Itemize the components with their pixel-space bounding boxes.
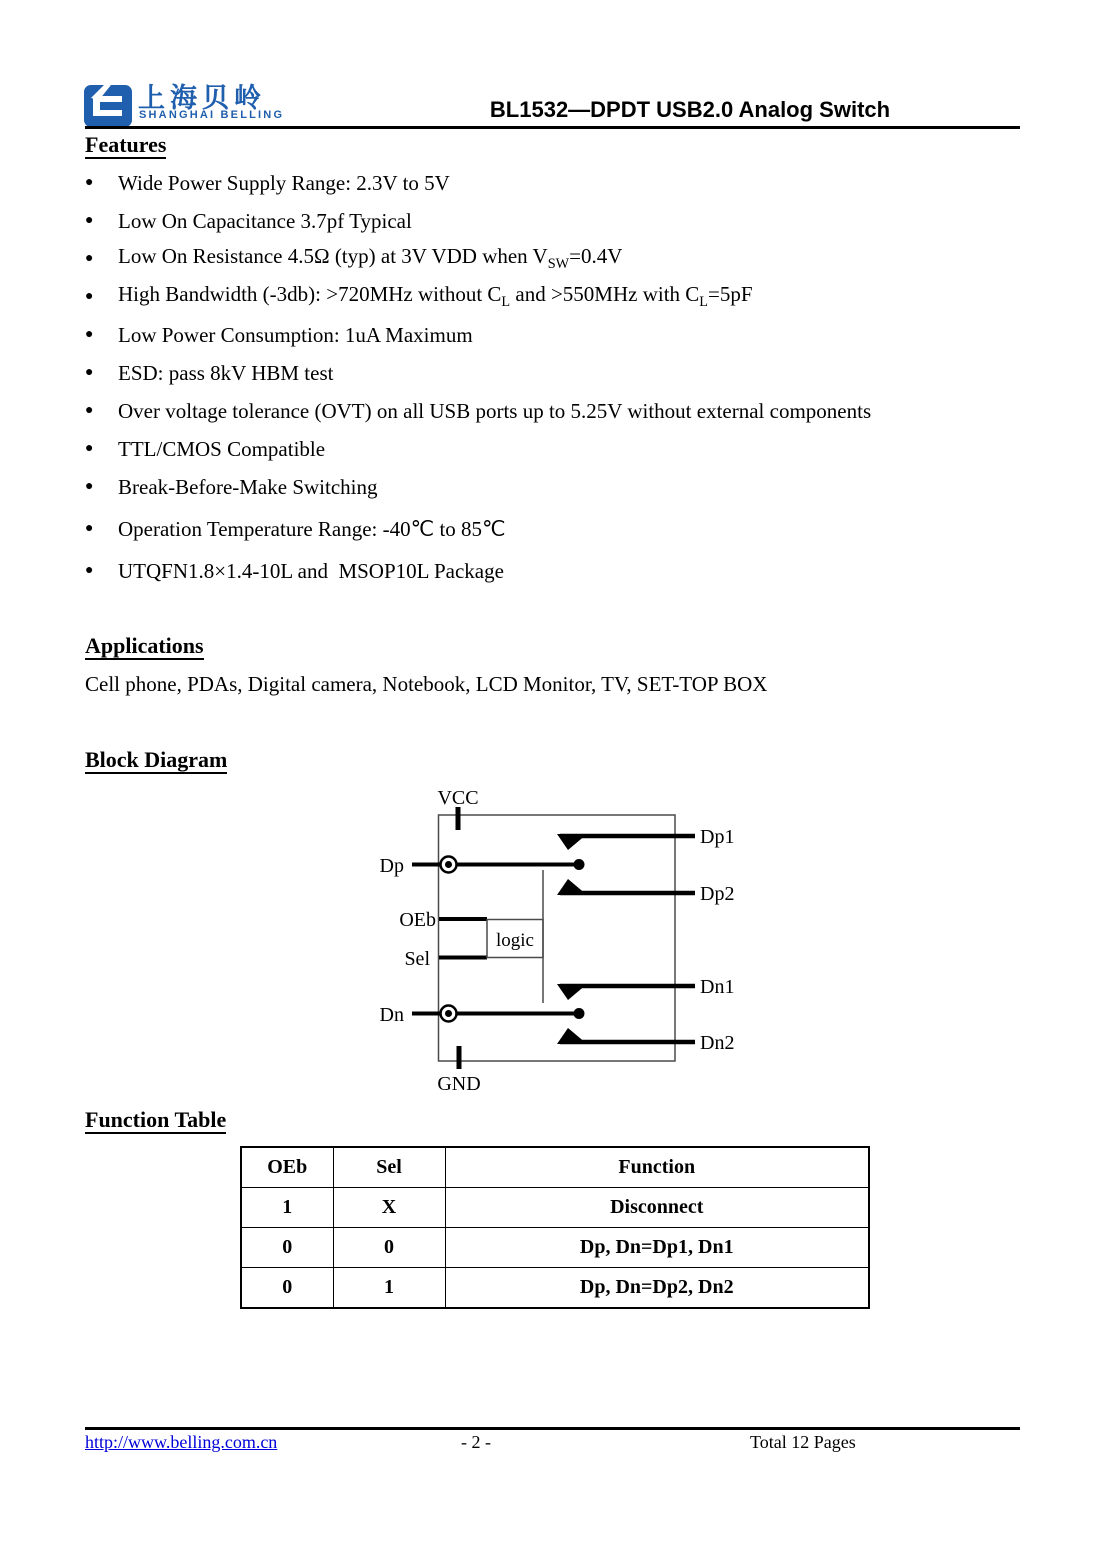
company-name-chinese: 上海贝岭 (138, 83, 266, 113)
feature-text: High Bandwidth (-3db): >720MHz without $C_L$ and >550MHz with $C_L=5pF$ (118, 282, 753, 311)
sel-label: Sel (404, 948, 430, 970)
website-link[interactable]: http://www.belling.com.cn (85, 1432, 278, 1452)
features-list (85, 164, 871, 590)
feature-item (85, 240, 871, 278)
dn2-label: Dn2 (700, 1032, 735, 1054)
chip-outline (439, 815, 676, 1061)
feature-text: Break-Before-Make Switching (118, 474, 378, 499)
feature-text: TTL/CMOS Compatible (118, 436, 326, 461)
table-cell: X (333, 1188, 445, 1228)
bullet-icon: ● (85, 289, 94, 304)
feature-text: Wide Power Supply Range: 2.3V to 5V (118, 170, 450, 195)
function-table-heading: Function Table (85, 1107, 227, 1132)
dp-terminal-dot (445, 861, 452, 868)
feature-item (85, 202, 871, 240)
column-header: Sel (333, 1147, 445, 1188)
gnd-label: GND (437, 1073, 481, 1095)
dp2-label: Dp2 (700, 883, 735, 905)
bullet-icon: ● (85, 403, 94, 418)
feature-text: Over voltage tolerance (OVT) on all USB ports up to 5.25V without external components (118, 398, 872, 423)
header-divider (85, 126, 1020, 129)
function-table-body (241, 1188, 869, 1309)
dn-label: Dn (379, 1004, 404, 1026)
vcc-label: VCC (437, 787, 479, 809)
feature-item (85, 354, 871, 392)
block-diagram-figure (370, 780, 750, 1100)
company-name-english: SHANGHAI BELLING (139, 109, 285, 121)
footer-divider (85, 1427, 1020, 1430)
bullet-icon: ● (85, 441, 94, 456)
feature-item (85, 278, 871, 316)
table-cell: 1 (241, 1188, 333, 1228)
features-heading: Features (85, 132, 167, 157)
belling-logo-icon (84, 85, 132, 127)
feature-item (85, 552, 871, 590)
table-cell: 0 (241, 1228, 333, 1268)
table-cell: Dp, Dn=Dp1, Dn1 (445, 1228, 869, 1268)
oeb-label: OEb (399, 909, 436, 931)
logic-label: logic (496, 930, 534, 951)
page-number: - 2 - (461, 1432, 491, 1452)
bullet-icon: ● (85, 563, 94, 578)
feature-text: Low On Capacitance 3.7pf Typical (118, 208, 412, 233)
bullet-icon: ● (85, 365, 94, 380)
applications-heading: Applications (85, 633, 204, 658)
table-cell: 0 (241, 1268, 333, 1309)
feature-text: Low On Resistance 4.5Ω (typ) at 3V VDD when $V_{SW}=0.4V$ (118, 244, 623, 273)
feature-item (85, 430, 871, 468)
feature-text: Low Power Consumption: 1uA Maximum (118, 322, 473, 347)
feature-item (85, 510, 871, 548)
document-title: BL1532—DPDT USB2.0 Analog Switch (489, 97, 891, 122)
bullet-icon: ● (85, 251, 94, 266)
table-row (241, 1268, 869, 1309)
dp1-label: Dp1 (700, 826, 735, 848)
feature-item (85, 316, 871, 354)
logo-square (84, 85, 132, 127)
column-header: Function (445, 1147, 869, 1188)
table-cell: 0 (333, 1228, 445, 1268)
function-table-header-row (241, 1147, 869, 1188)
table-cell: Dp, Dn=Dp2, Dn2 (445, 1268, 869, 1309)
bullet-icon: ● (85, 175, 94, 190)
feature-text: Operation Temperature Range: -40℃ to 85℃ (118, 516, 506, 541)
table-row (241, 1228, 869, 1268)
dn2-switch-contact (557, 1028, 587, 1044)
feature-item (85, 392, 871, 430)
feature-text: ESD: pass 8kV HBM test (118, 360, 334, 385)
dp-node-dot (574, 859, 585, 870)
dp2-switch-contact (557, 879, 587, 895)
dp-label: Dp (379, 855, 404, 877)
dn1-label: Dn1 (700, 976, 735, 998)
table-cell: Disconnect (445, 1188, 869, 1228)
feature-item (85, 164, 871, 202)
dp1-switch-contact (557, 834, 587, 850)
feature-text: UTQFN1.8×1.4-10L and MSOP10L Package (118, 558, 504, 583)
applications-text: Cell phone, PDAs, Digital camera, Notebook, LCD Monitor, TV, SET-TOP BOX (85, 672, 768, 696)
bullet-icon: ● (85, 213, 94, 228)
table-cell: 1 (333, 1268, 445, 1309)
dn-node-dot (574, 1008, 585, 1019)
function-table (240, 1146, 870, 1309)
bullet-icon: ● (85, 479, 94, 494)
bullet-icon: ● (85, 521, 94, 536)
total-pages: Total 12 Pages (750, 1432, 856, 1452)
feature-item (85, 468, 871, 506)
bullet-icon: ● (85, 327, 94, 342)
table-row (241, 1188, 869, 1228)
dn-terminal-dot (445, 1010, 452, 1017)
column-header: OEb (241, 1147, 333, 1188)
block-diagram-heading: Block Diagram (85, 747, 228, 772)
dn1-switch-contact (557, 984, 587, 1000)
